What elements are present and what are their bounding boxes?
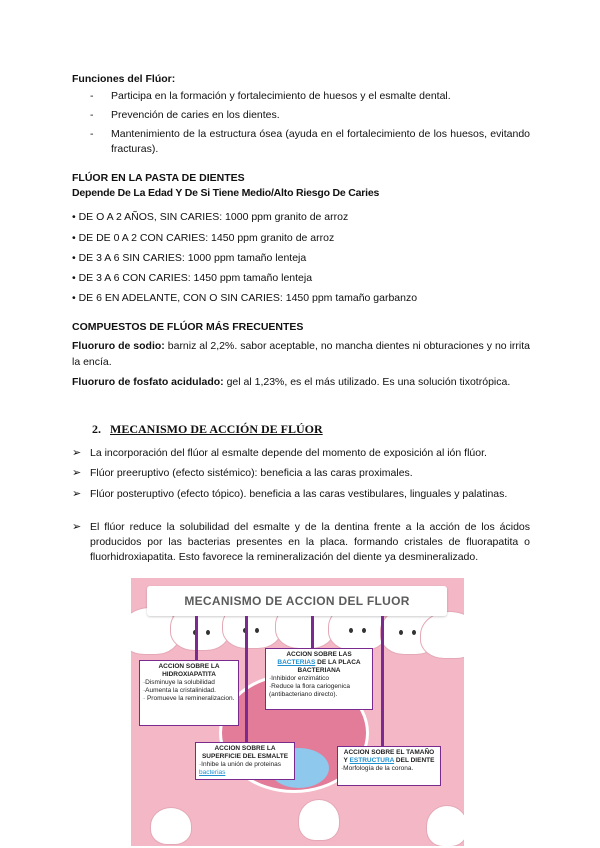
arrow-bullet-icon: ➢ — [72, 447, 82, 459]
list-item: • DE 6 EN ADELANTE, CON O SIN CARIES: 1450 ppm tamaño garbanzo — [72, 292, 418, 304]
arrow-bullet-icon: ➢ — [72, 467, 82, 479]
mecanismo-infographic — [131, 578, 464, 846]
box-hidroxiapatita: ACCION SOBRE LA HIDROXIAPATITA ·Disminuye la solubilidad ·Aumenta la cristalinidad. · Promueve la remineralizacion. — [139, 660, 239, 726]
list-item: • DE 3 A 6 CON CARIES: 1450 ppm tamaño lenteja — [72, 272, 313, 284]
compuestos-title: COMPUESTOS DE FLÚOR MÁS FRECUENTES — [72, 321, 304, 333]
tooth-illustration — [427, 806, 464, 846]
fluoruro-fosfato-paragraph: Fluoruro de fosfato acidulado: gel al 1,23%, es el más utilizado. Es una solución tixotrópica. — [72, 376, 511, 388]
connector-line — [381, 616, 384, 746]
pasta-subtitle: Depende De La Edad Y De Si Tiene Medio/Alto Riesgo De Caries — [72, 187, 380, 199]
list-item: • DE O A 2 AÑOS, SIN CARIES: 1000 ppm granito de arroz — [72, 211, 349, 223]
connector-line — [311, 616, 314, 648]
box-tamano-estructura: ACCION SOBRE EL TAMAÑO Y ESTRUCTURA DEL DIENTE ·Morfología de la corona. — [337, 746, 441, 786]
connector-line — [195, 616, 198, 660]
list-item: • DE 3 A 6 SIN CARIES: 1000 ppm tamaño lenteja — [72, 252, 307, 264]
arrow-bullet-icon: ➢ — [72, 521, 82, 533]
funciones-title: Funciones del Flúor: — [72, 73, 176, 85]
tooth-illustration — [151, 808, 191, 844]
connector-line — [245, 616, 248, 744]
box-bacterias: ACCION SOBRE LAS BACTERIAS DE LA PLACA BACTERIANA ·Inhibidor enzimático ·Reduce la flora cariogenica (antibacteriano directo). — [265, 648, 373, 710]
fluoruro-sodio-paragraph: Fluoruro de sodio: barniz al 2,2%. sabor aceptable, no mancha dientes ni obturaciones y no irrita la encía. — [72, 340, 530, 368]
infographic-title: MECANISMO DE ACCION DEL FLUOR — [147, 586, 447, 616]
mecanismo-heading: 2. MECANISMO DE ACCIÓN DE FLÚOR — [92, 422, 323, 436]
arrow-bullet-icon: ➢ — [72, 488, 82, 500]
tooth-illustration — [421, 612, 464, 658]
pasta-title: FLÚOR EN LA PASTA DE DIENTES — [72, 172, 245, 184]
list-item: • DE DE 0 A 2 CON CARIES: 1450 ppm granito de arroz — [72, 232, 335, 244]
tooth-illustration — [299, 800, 339, 840]
box-superficie-esmalte: ACCION SOBRE LA SUPERFICIE DEL ESMALTE ·Inhibe la unión de proteinas bacterias — [195, 742, 295, 780]
